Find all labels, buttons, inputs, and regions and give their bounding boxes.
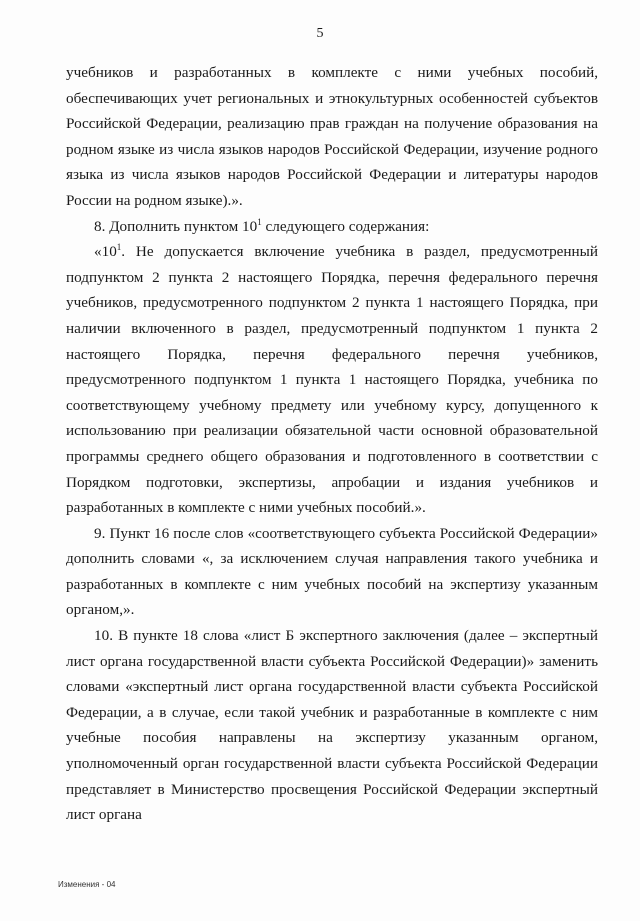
footer-label: Изменения - 04 bbox=[58, 880, 116, 889]
paragraph-item-10: 10. В пункте 18 слова «лист Б экспертного заключения (далее – экспертный лист органа государственной власти субъекта Российской Федерации)» заменить словами «экспертный лист органа государственной власти субъекта Российской Федерации, а в случае, если такой учебник и разработанные в комплекте с ним учебные пособия направлены на экспертизу указанным органом, уполномоченный орган государственной власти субъекта Российской Федерации представляет в Министерство просвещения Российской Федерации экспертный лист органа bbox=[66, 627, 598, 824]
paragraph-continuation: учебников и разработанных в комплекте с ними учебных пособий, обеспечивающих учет региональных и этнокультурных особенностей субъектов Российской Федерации, реализацию прав граждан на получение образования на родном языке из числа языков народов Российской Федерации, изучение родного языка из числа языков народов Российской Федерации и литературы народов России на родном языке).». bbox=[66, 64, 598, 209]
paragraph-item-10-1-text-before: «10 bbox=[94, 243, 117, 261]
paragraph-item-10-1 bbox=[66, 239, 598, 521]
page-number: 5 bbox=[316, 26, 324, 41]
paragraph-item-8 bbox=[66, 214, 598, 240]
paragraph-item-10-1-text-after: . Не допускается включение учебника в раздел, предусмотренный подпунктом 2 пункта 2 настоящего Порядка, перечня федерального перечня учебников, предусмотренного подпунктом 2 пункта 1 настоящего Порядка, при наличии включенного в раздел, предусмотренный подпунктом 1 пункта 2 настоящего Порядка, перечня федерального перечня учебников, предусмотренного подпунктом 1 пункта 1 настоящего Порядка, учебника по соответствующему учебному предмету или учебному курсу, допущенного к использованию при реализации обязательной части основной образовательной программы среднего общего образования и подготовленного в соответствии с Порядком подготовки, экспертизы, апробации и издания учебников и разработанных в комплекте с ними учебных пособий.». bbox=[66, 243, 598, 517]
superscript-index: 1 bbox=[257, 216, 262, 227]
superscript-index: 1 bbox=[116, 242, 122, 253]
paragraph-item-8-text-after: следующего содержания: bbox=[261, 217, 430, 235]
paragraph-item-8-text-before: 8. Дополнить пунктом 10 bbox=[94, 217, 258, 235]
document-body bbox=[66, 60, 598, 828]
paragraph-item-9: 9. Пункт 16 после слов «соответствующего субъекта Российской Федерации» дополнить словами «, за исключением случая направления такого учебника и разработанных в комплекте с ним учебных пособий на экспертизу указанным органом,». bbox=[66, 524, 598, 619]
